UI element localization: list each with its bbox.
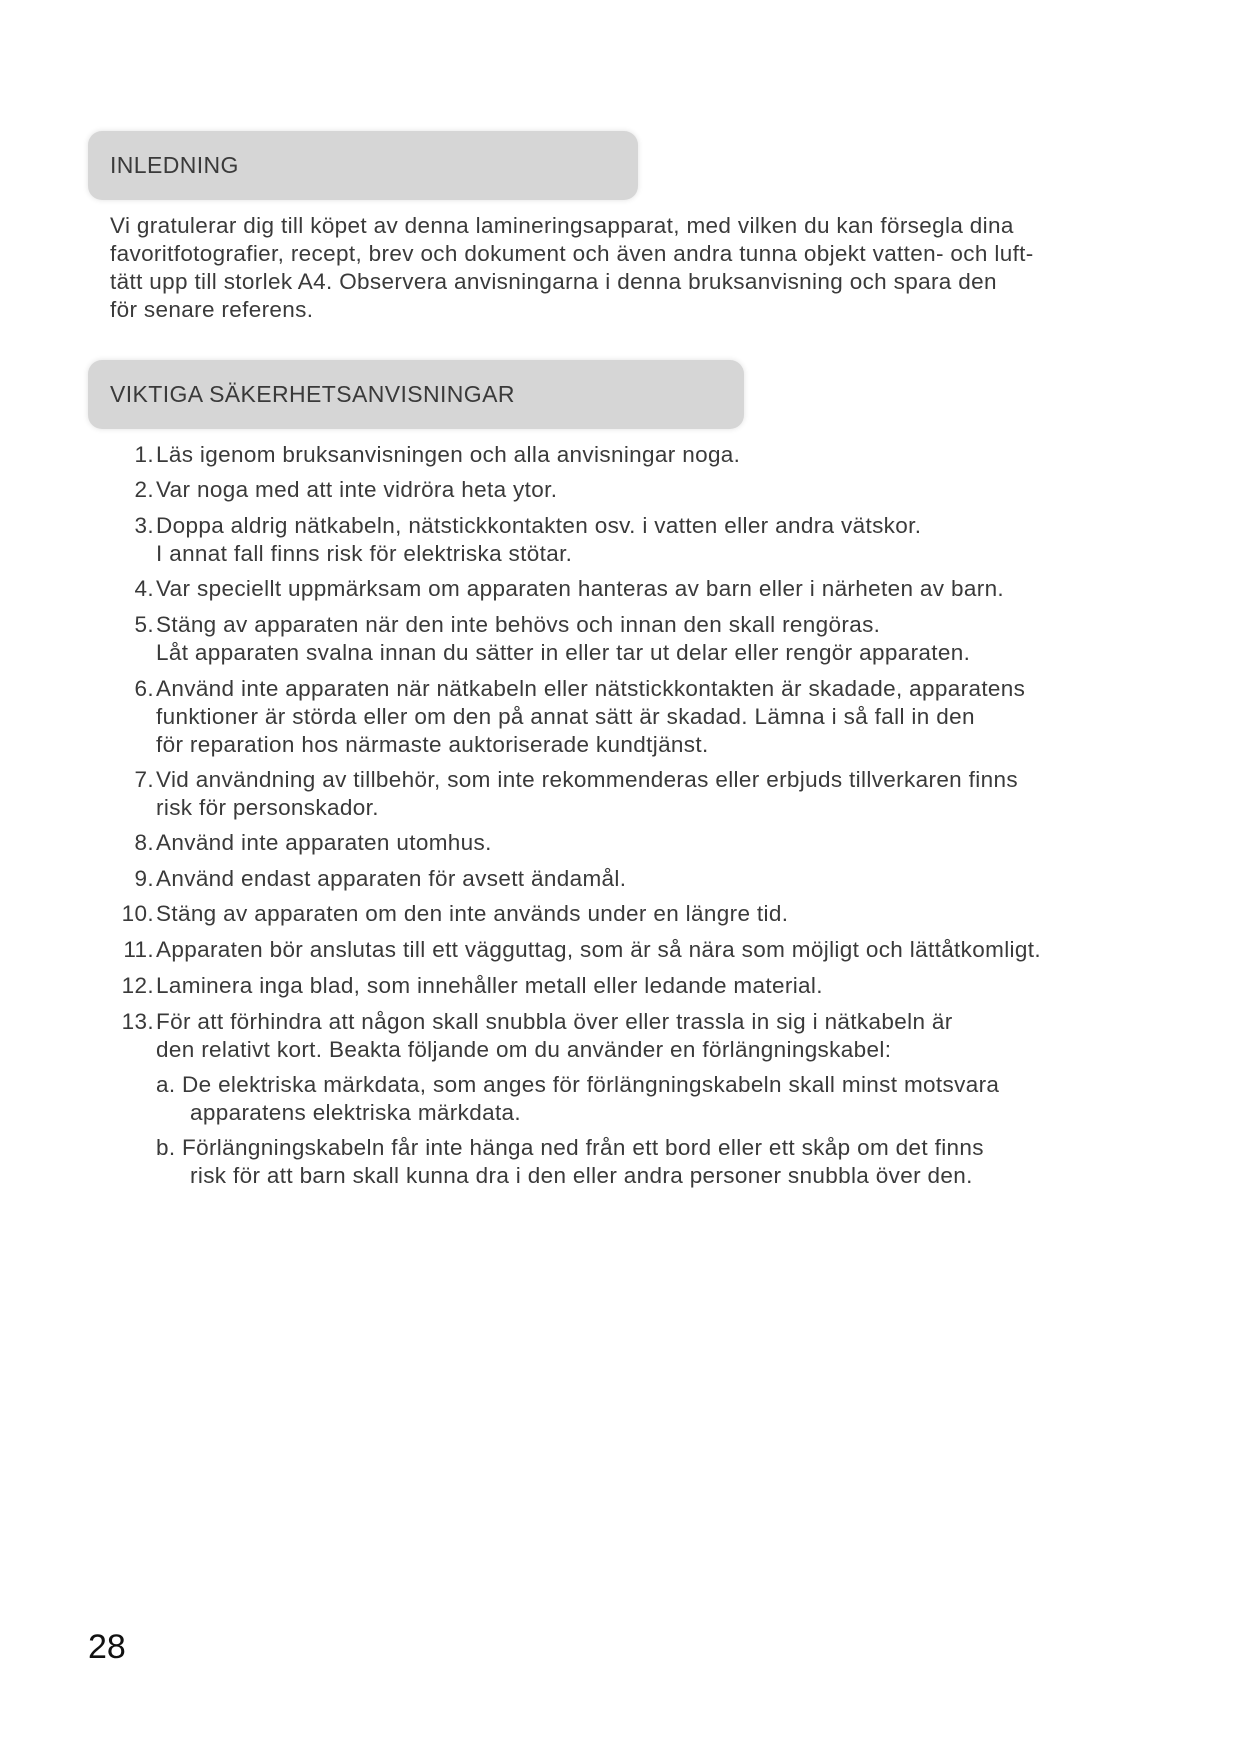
list-item-number: 3. [134,513,154,538]
list-item-text: risk för personskador. [156,795,379,820]
list-item-number: 11. [123,937,154,962]
list-item-number: 9. [134,866,154,891]
section-heading-text: VIKTIGA SÄKERHETSANVISNINGAR [110,381,515,407]
section-heading-inledning [88,131,638,200]
list-subitem-letter: a. [156,1072,176,1097]
list-item-text: Låt apparaten svalna innan du sätter in eller tar ut delar eller rengör apparaten. [156,640,971,665]
list-item-number: 10. [121,901,154,926]
intro-line: Vi gratulerar dig till köpet av denna lamineringsapparat, med vilken du kan försegla dina [110,213,1014,238]
list-item-text: Var noga med att inte vidröra heta ytor. [156,477,558,502]
list-item-text: Stäng av apparaten när den inte behövs och innan den skall rengöras. [156,612,881,637]
list-item [114,575,1004,603]
list-subitem [156,1134,984,1190]
list-item-number: 8. [134,830,154,855]
section-heading-safety [88,360,744,429]
list-item-text: Använd endast apparaten för avsett ändamål. [156,866,627,891]
list-item-number: 13. [121,1009,154,1034]
list-subitem [156,1071,999,1127]
intro-line: tätt upp till storlek A4. Observera anvisningarna i denna bruksanvisning och spara den [110,269,997,294]
list-item [114,766,1018,822]
list-subitem-letter: b. [156,1135,176,1160]
intro-paragraph [110,212,1120,324]
list-item [114,675,1025,759]
list-item [114,829,492,857]
list-item-text: Använd inte apparaten utomhus. [156,830,492,855]
list-subitem-text: apparatens elektriska märkdata. [190,1100,522,1125]
list-item [114,512,921,568]
list-item [114,865,626,893]
list-item [114,1008,953,1064]
list-item-text: Stäng av apparaten om den inte används under en längre tid. [156,901,789,926]
list-item [114,611,970,667]
list-item-text: Doppa aldrig nätkabeln, nätstickkontakten osv. i vatten eller andra vätskor. [156,513,922,538]
list-item [114,900,788,928]
list-item-number: 6. [134,676,154,701]
list-item-number: 2. [134,477,154,502]
list-item-text: Använd inte apparaten när nätkabeln eller nätstickkontakten är skadade, apparatens [156,676,1026,701]
list-item-number: 7. [134,767,154,792]
list-item [114,972,823,1000]
list-item-number: 4. [134,576,154,601]
intro-line: för senare referens. [110,297,314,322]
list-item-text: Läs igenom bruksanvisningen och alla anvisningar noga. [156,442,741,467]
list-subitem-text: risk för att barn skall kunna dra i den eller andra personer snubbla över den. [190,1163,973,1188]
list-item [114,476,557,504]
list-item-number: 1. [134,442,154,467]
intro-line: favoritfotografier, recept, brev och dokument och även andra tunna objekt vatten- och luft- [110,241,1034,266]
list-item [114,936,1041,964]
list-item-text: den relativt kort. Beakta följande om du använder en förlängningskabel: [156,1037,892,1062]
list-item-text: Laminera inga blad, som innehåller metall eller ledande material. [156,973,823,998]
list-subitem-text: Förlängningskabeln får inte hänga ned från ett bord eller ett skåp om det finns [182,1135,984,1160]
page-number: 28 [88,1628,126,1666]
list-item-text: Vid användning av tillbehör, som inte rekommenderas eller erbjuds tillverkaren finns [156,767,1018,792]
list-item-text: funktioner är störda eller om den på annat sätt är skadad. Lämna i så fall in den [156,704,975,729]
list-item-number: 12. [121,973,154,998]
list-subitem-text: De elektriska märkdata, som anges för förlängningskabeln skall minst motsvara [182,1072,1000,1097]
list-item-number: 5. [134,612,154,637]
list-item-text: I annat fall finns risk för elektriska stötar. [156,541,573,566]
list-item-text: för reparation hos närmaste auktoriserade kundtjänst. [156,732,709,757]
section-heading-text: INLEDNING [110,152,239,178]
list-item-text: För att förhindra att någon skall snubbla över eller trassla in sig i nätkabeln är [156,1009,953,1034]
list-item-text: Var speciellt uppmärksam om apparaten hanteras av barn eller i närheten av barn. [156,576,1005,601]
list-item [114,441,740,469]
list-item-text: Apparaten bör anslutas till ett vägguttag, som är så nära som möjligt och lättåtkomligt. [156,937,1041,962]
